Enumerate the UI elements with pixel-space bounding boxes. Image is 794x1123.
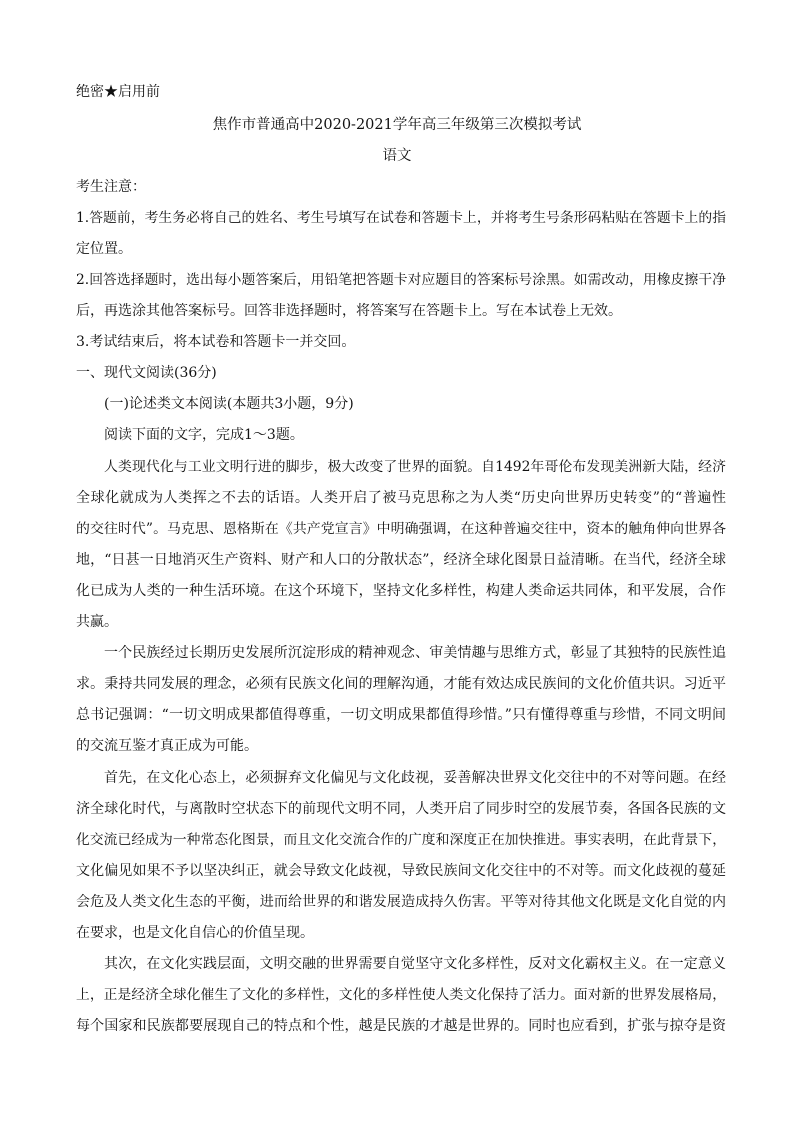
passage-p1-line-1: 人类现代化与工业文明行进的脚步，极大改变了世界的面貌。自1492年哥伦布发现美洲新大陆，经济 [104,459,726,475]
subject-title: 语文 [382,148,412,164]
passage-p2-line-1: 一个民族经过长期历史发展所沉淀形成的精神观念、审美情趣与思维方式，彰显了其独特的民族性追 [104,645,726,661]
subsection-heading: (一)论述类文本阅读(本题共3小题，9分) [104,396,354,412]
passage-p4-line-2: 上，正是经济全球化催生了文化的多样性，文化的多样性使人类文化保持了活力。面对新的世界发展格局， [76,987,726,1003]
passage-p3-line-2: 济全球化时代，与离散时空状态下的前现代文明不同，人类开启了同步时空的发展节奏，各国各民族的文 [76,801,726,817]
notice-item-3: 3.考试结束后，将本试卷和答题卡一并交回。 [76,334,356,350]
passage-p2-line-2: 求。秉持共同发展的理念，必须有民族文化间的理解沟通，才能有效达成民族间的文化价值共识。习近平 [76,676,726,692]
exam-title: 焦作市普通高中2020-2021学年高三年级第三次模拟考试 [212,117,582,133]
passage-p1-line-5: 化已成为人类的一种生活环境。在这个环境下，坚持文化多样性，构建人类命运共同体，和平发展，合作 [76,583,726,599]
passage-p4-line-3: 每个国家和民族都要展现自己的特点和个性，越是民族的才越是世界的。同时也应看到，扩张与掠夺是资 [76,1018,726,1034]
passage-p1-line-4: 地，“日甚一日地消灭生产资料、财产和人口的分散状态”，经济全球化图景日益清晰。在当代，经济全球 [76,552,726,568]
passage-p1-line-3: 的交往时代”。马克思、恩格斯在《共产党宣言》中明确强调，在这种普遍交往中，资本的触角伸向世界各 [76,521,726,537]
notice-heading: 考生注意： [76,179,146,195]
passage-p1-line-6: 共赢。 [76,614,118,630]
notice-item-2-line-1: 2.回答选择题时，选出每小题答案后，用铅笔把答题卡对应题目的答案标号涂黑。如需改动，用橡皮擦干净 [76,272,726,288]
section-heading: 一、现代文阅读(36分) [76,365,217,381]
passage-p3-line-6: 在要求，也是文化自信心的价值呈现。 [76,925,314,941]
passage-p3-line-3: 化交流已经成为一种常态化图景，而且文化交流合作的广度和深度正在加快推进。事实表明，在此背景下， [76,832,726,848]
notice-item-1-line-2: 定位置。 [76,241,132,257]
passage-p1-line-2: 全球化就成为人类挥之不去的话语。人类开启了被马克思称之为人类“历史向世界历史转变”的“普遍性 [76,490,726,506]
passage-p2-line-3: 总书记强调：“一切文明成果都值得尊重，一切文明成果都值得珍惜。”只有懂得尊重与珍惜，不同文明间 [76,707,726,723]
notice-item-1-line-1: 1.答题前，考生务必将自己的姓名、考生号填写在试卷和答题卡上，并将考生号条形码粘贴在答题卡上的指 [76,210,726,226]
passage-p2-line-4: 的交流互鉴才真正成为可能。 [76,738,258,754]
notice-item-2-line-2: 后，再选涂其他答案标号。回答非选择题时，将答案写在答题卡上。写在本试卷上无效。 [76,303,622,319]
passage-p4-line-1: 其次，在文化实践层面，文明交融的世界需要自觉坚守文化多样性，反对文化霸权主义。在一定意义 [104,956,726,972]
reading-instruction: 阅读下面的文字，完成1～3题。 [104,427,304,443]
passage-p3-line-5: 会危及人类文化生态的平衡，进而给世界的和谐发展造成持久伤害。平等对待其他文化既是文化自觉的内 [76,894,726,910]
passage-p3-line-4: 文化偏见如果不予以坚决纠正，就会导致文化歧视，导致民族间文化交往中的不对等。而文化歧视的蔓延 [76,863,726,879]
passage-p3-line-1: 首先，在文化心态上，必须摒弃文化偏见与文化歧视，妥善解决世界文化交往中的不对等问题。在经 [104,770,726,786]
secret-mark: 绝密★启用前 [76,84,160,100]
